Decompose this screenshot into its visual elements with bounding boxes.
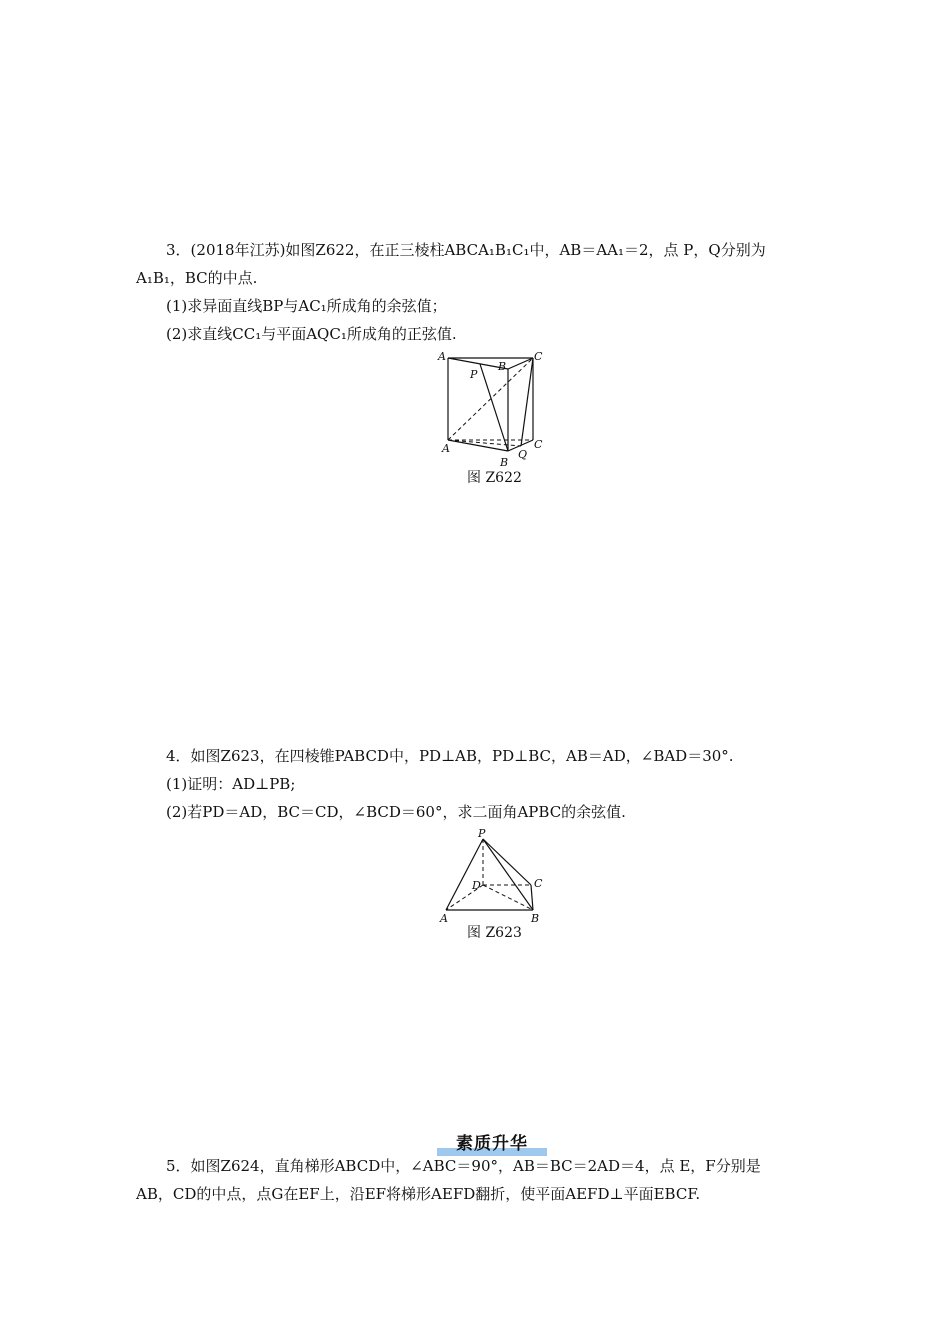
- figure-z623-pyramid: [436, 825, 552, 927]
- q4-sub2: (2)若PD＝AD，BC＝CD，∠BCD＝60°，求二面角APBC的余弦值.: [166, 803, 626, 821]
- label-B: B: [531, 912, 540, 925]
- section-badge-text: 素质升华: [456, 1134, 528, 1154]
- label-Q: Q: [518, 448, 528, 461]
- label-D: D: [472, 879, 481, 892]
- label-P: P: [470, 368, 478, 381]
- section-badge: [437, 1134, 547, 1156]
- label-A: A: [442, 442, 450, 455]
- q3-sub2: (2)求直线CC₁与平面AQC₁所成角的正弦值.: [166, 325, 457, 343]
- q3-line1: 3．(2018年江苏)如图Z622，在正三棱柱ABCA₁B₁C₁中，AB＝AA₁＝2，点 P，Q分别为: [166, 241, 766, 259]
- label-P: P: [478, 827, 486, 840]
- label-A1: A: [438, 350, 446, 363]
- q4-sub1: (1)证明：AD⊥PB;: [166, 775, 296, 793]
- q5-line2: AB，CD的中点，点G在EF上，沿EF将梯形AEFD翻折，使平面AEFD⊥平面EBCF.: [136, 1185, 701, 1203]
- label-A: A: [440, 912, 448, 925]
- q3-line2: A₁B₁，BC的中点.: [136, 269, 258, 287]
- q5-line1: 5．如图Z624，直角梯形ABCD中，∠ABC＝90°，AB＝BC＝2AD＝4，点 E，F分别是: [166, 1157, 761, 1175]
- label-B1: B: [498, 360, 507, 373]
- figure-caption-z623: 图 Z623: [467, 925, 522, 941]
- q3-sub1: (1)求异面直线BP与AC₁所成角的余弦值；: [166, 297, 447, 315]
- q4-line1: 4．如图Z623，在四棱锥PABCD中，PD⊥AB，PD⊥BC，AB＝AD，∠BAD＝30°.: [166, 747, 734, 765]
- label-C: C: [534, 877, 543, 890]
- figure-caption-z622: 图 Z622: [467, 470, 522, 486]
- label-C: C: [534, 438, 543, 451]
- label-B: B: [500, 456, 509, 469]
- figure-z622-prism: [436, 348, 552, 470]
- label-C1: C: [534, 350, 543, 363]
